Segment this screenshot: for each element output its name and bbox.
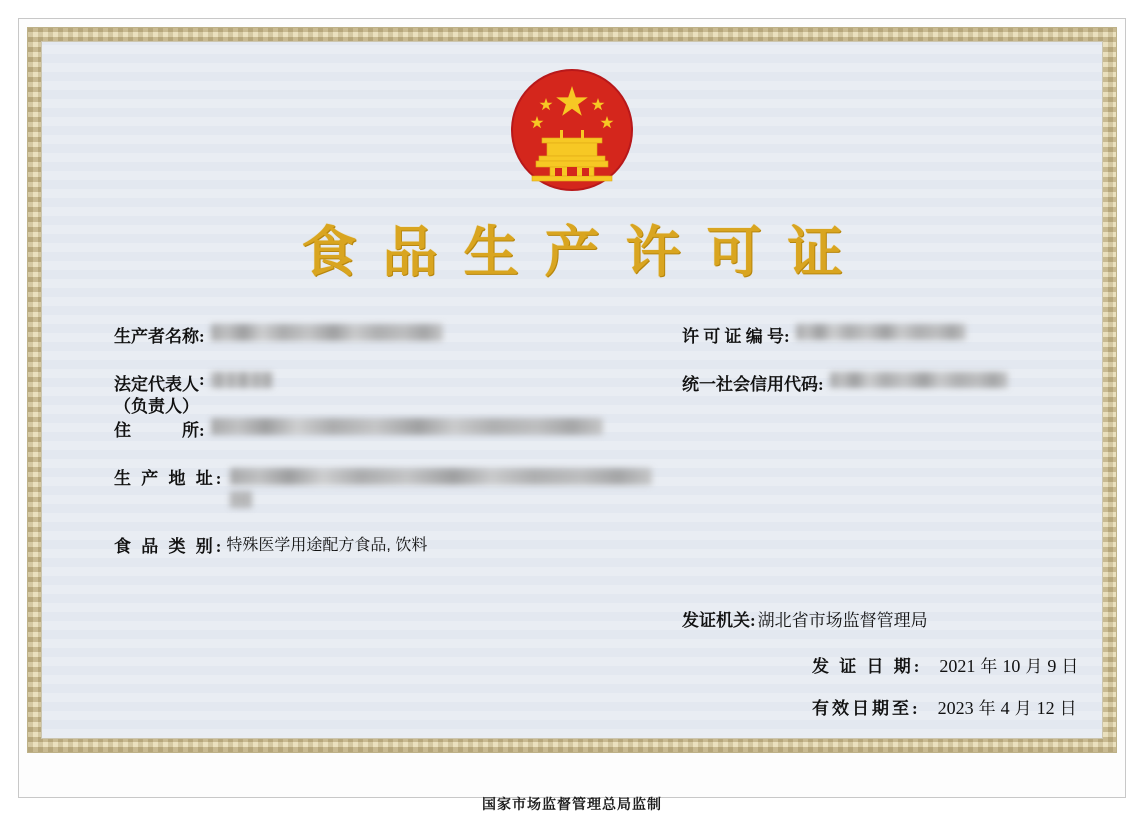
valid-until-month-unit: 月 (1014, 699, 1032, 718)
valid-until-year: 2023 (937, 698, 974, 718)
national-emblem-icon (506, 64, 638, 196)
credit-code-label: 统一社会信用代码: (682, 375, 824, 394)
credit-code-value-redacted (830, 372, 1008, 388)
field-address (114, 416, 603, 441)
field-license-number (682, 322, 966, 347)
certificate-sheet (18, 18, 1126, 813)
field-credit-code (682, 370, 1008, 395)
issue-date-year: 2021 (939, 656, 976, 676)
issuing-authority-label: 发证机关: (682, 611, 756, 630)
issue-date-day-unit: 日 (1061, 657, 1079, 676)
producer-name-value-redacted (211, 324, 443, 341)
legal-representative-label: 法定代表人 (114, 375, 199, 394)
valid-until-label: 有效日期至: (812, 699, 921, 718)
production-address-value-redacted-line2 (230, 491, 252, 508)
legal-representative-sublabel: （负责人） (114, 397, 199, 416)
field-food-category (114, 532, 427, 557)
valid-until-day-unit: 日 (1059, 699, 1077, 718)
issue-date-day: 9 (1047, 656, 1057, 676)
field-valid-until (812, 694, 1077, 719)
issue-date-label: 发 证 日 期: (812, 657, 923, 676)
license-number-label: 许 可 证 编 号: (682, 327, 790, 346)
license-number-value-redacted (796, 324, 966, 340)
valid-until-day: 12 (1036, 698, 1055, 718)
issue-date-year-unit: 年 (980, 657, 998, 676)
issuing-authority-value: 湖北省市场监督管理局 (757, 611, 928, 630)
address-label: 住 所: (114, 421, 205, 440)
valid-until-month: 4 (1000, 698, 1010, 718)
field-issuing-authority (682, 606, 928, 631)
production-address-value-redacted-line1 (230, 468, 652, 485)
footer-note: 国家市场监督管理总局监制 (482, 798, 662, 813)
legal-representative-colon: : (199, 370, 205, 389)
certificate-title: 食品生产许可证 (301, 222, 869, 283)
food-category-label: 食 品 类 别: (114, 537, 225, 556)
field-issue-date (812, 652, 1078, 677)
field-producer-name (114, 322, 443, 347)
issue-date-month-unit: 月 (1025, 657, 1043, 676)
decorative-border (27, 27, 1117, 753)
valid-until-year-unit: 年 (978, 699, 996, 718)
security-pattern-field (41, 41, 1103, 739)
production-address-label: 生 产 地 址: (114, 469, 225, 488)
issue-date-month: 10 (1002, 656, 1021, 676)
food-category-value: 特殊医学用途配方食品, 饮料 (226, 537, 428, 554)
field-production-address (114, 464, 652, 508)
legal-representative-value-redacted (211, 372, 273, 388)
field-legal-representative-sub (114, 392, 199, 417)
address-value-redacted (211, 418, 603, 435)
certificate-body (42, 290, 1102, 738)
producer-name-label: 生产者名称: (114, 327, 205, 346)
